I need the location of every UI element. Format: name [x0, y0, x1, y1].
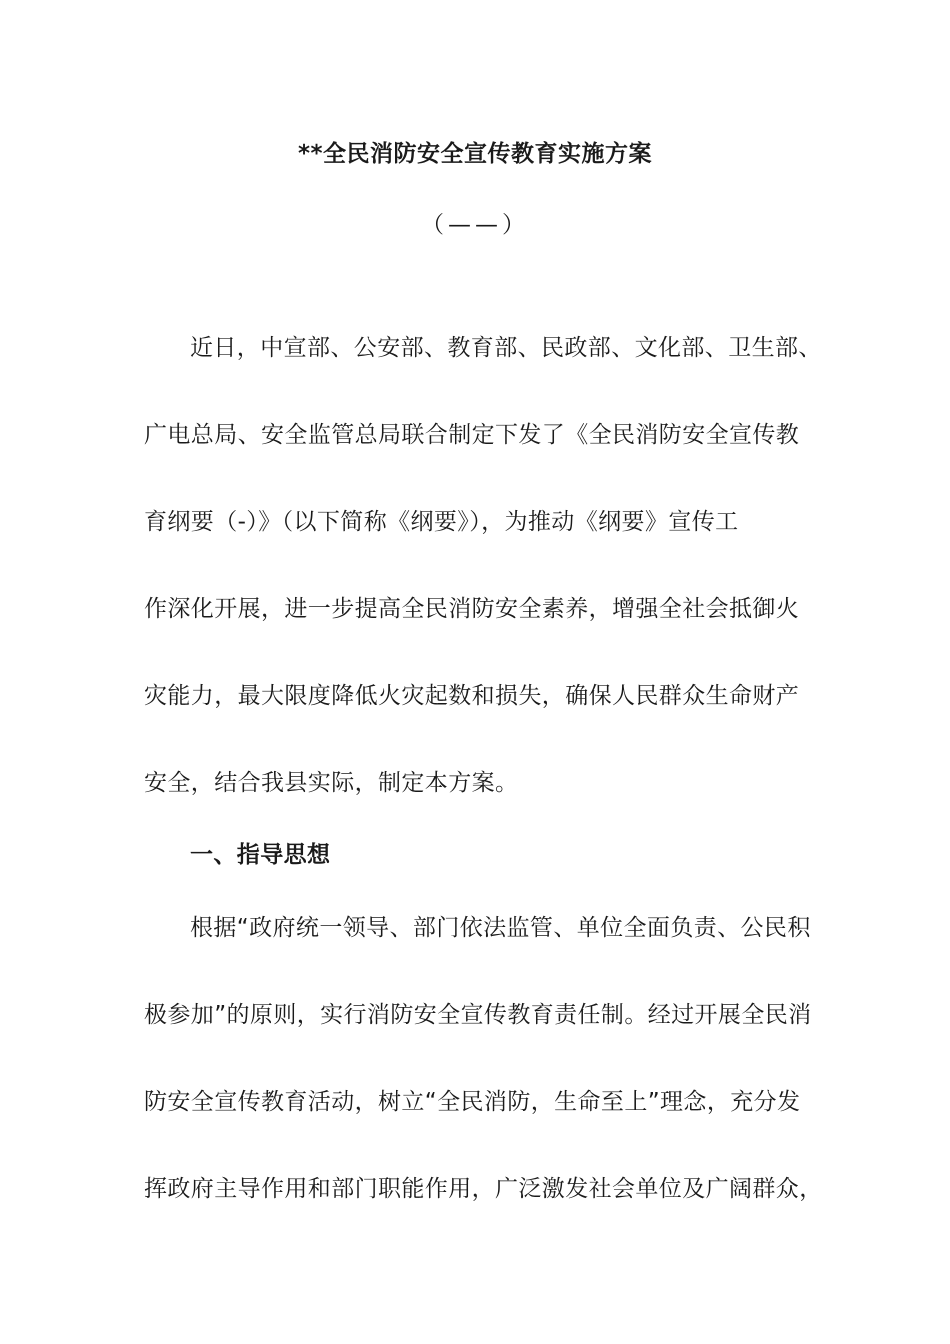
section-line: 根据“政府统一领导、部门依法监管、单位全面负责、公民积	[190, 915, 811, 941]
section-line: 防安全宣传教育活动，树立“全民消防，生命至上”理念，充分发	[144, 1089, 801, 1115]
section-line: 极参加”的原则，实行消防安全宣传教育责任制。经过开展全民消	[144, 1002, 812, 1028]
intro-line: 作深化开展，进一步提高全民消防安全素养，增强全社会抵御火	[144, 596, 800, 622]
document-title: **全民消防安全宣传教育实施方案	[297, 141, 653, 167]
document-subtitle: （——）	[421, 212, 529, 238]
section-heading: 一、指导思想	[190, 842, 331, 868]
intro-line: 育纲要（-）》（以下简称《纲要》），为推动《纲要》宣传工	[144, 509, 739, 535]
intro-line: 广电总局、安全监管总局联合制定下发了《全民消防安全宣传教	[144, 422, 800, 448]
section-line: 挥政府主导作用和部门职能作用，广泛激发社会单位及广阔群众，	[144, 1176, 823, 1202]
intro-line: 近日，中宣部、公安部、教育部、民政部、文化部、卫生部、	[190, 335, 822, 361]
intro-line: 灾能力，最大限度降低火灾起数和损失，确保人民群众生命财产	[144, 683, 800, 709]
intro-line: 安全，结合我县实际，制定本方案。	[144, 770, 519, 796]
